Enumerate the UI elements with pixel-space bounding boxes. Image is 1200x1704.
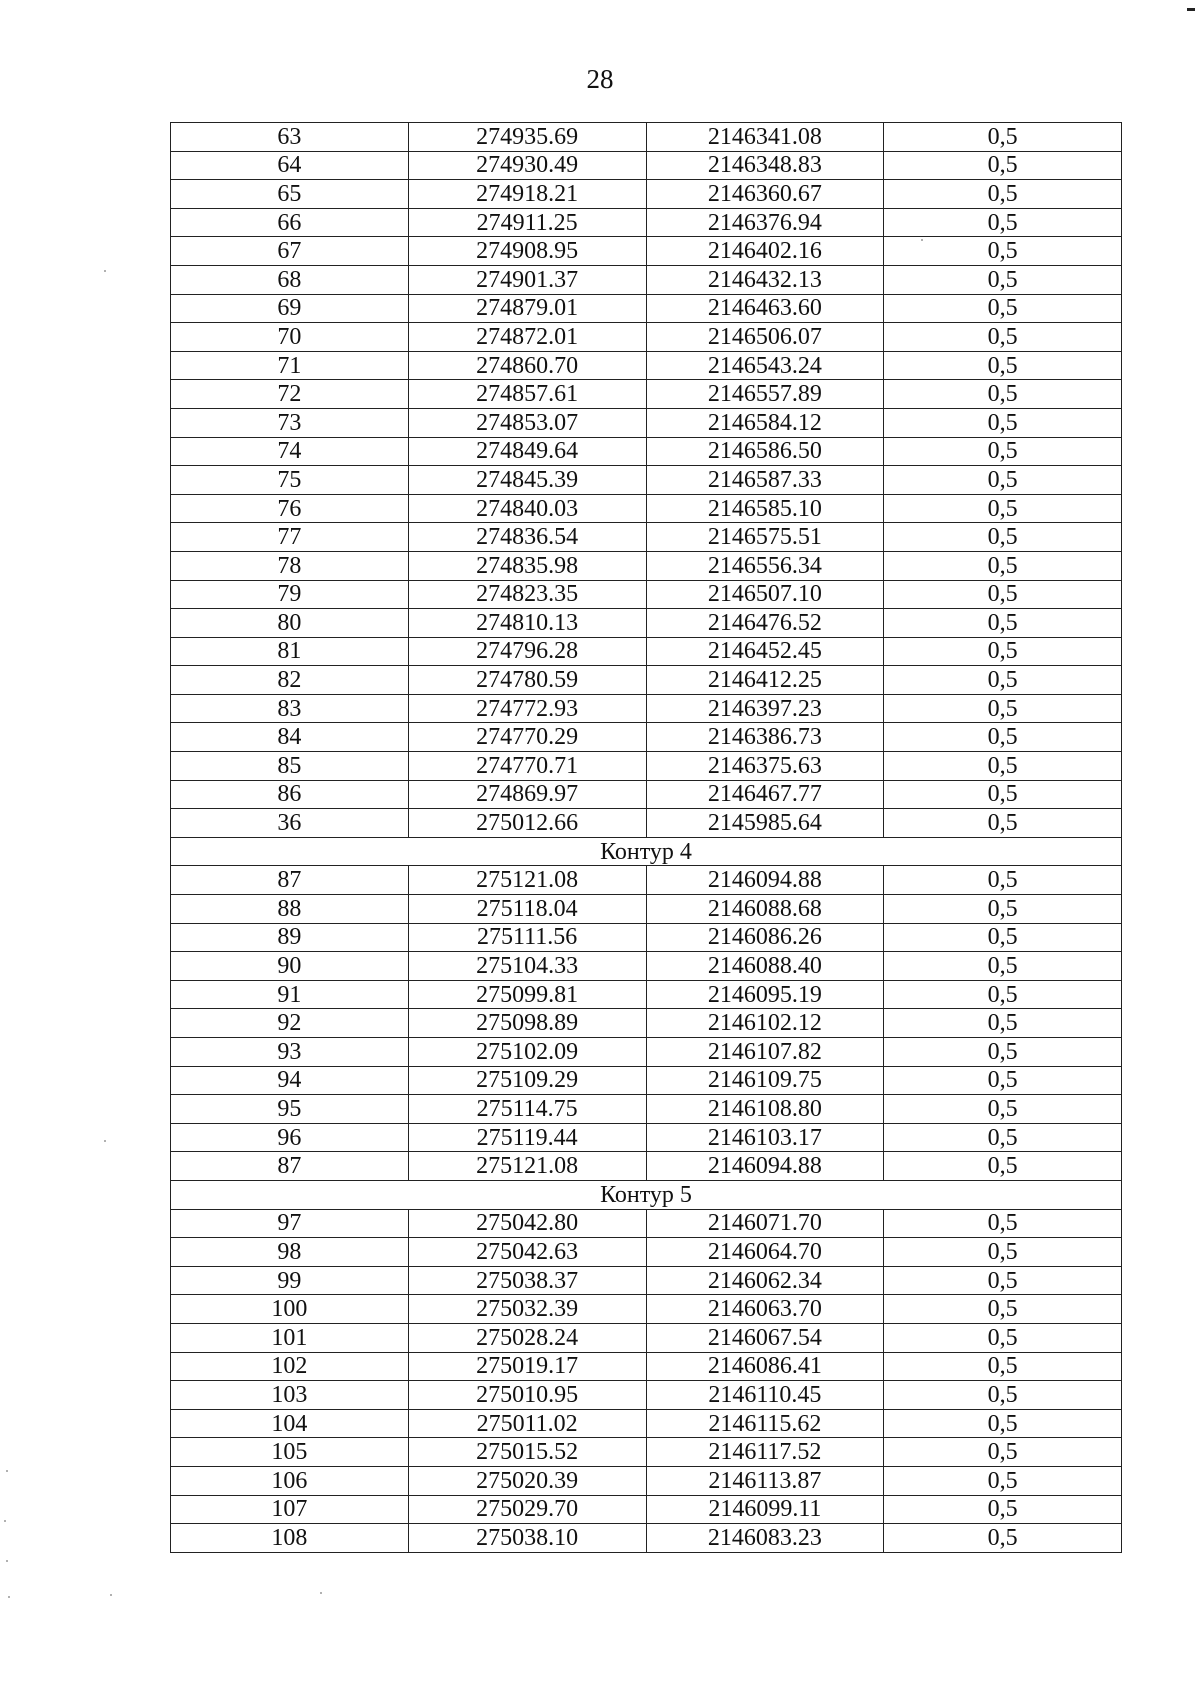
table-row [171, 1038, 1122, 1067]
point-number-cell: 87 [171, 1152, 409, 1181]
x-coordinate-cell: 275118.04 [408, 895, 646, 924]
table-row [171, 294, 1122, 323]
x-coordinate-cell: 275032.39 [408, 1295, 646, 1324]
x-coordinate-cell: 274930.49 [408, 151, 646, 180]
x-coordinate-cell: 274853.07 [408, 408, 646, 437]
y-coordinate-cell: 2146086.26 [646, 923, 884, 952]
accuracy-cell: 0,5 [884, 1095, 1122, 1124]
y-coordinate-cell: 2146088.40 [646, 952, 884, 981]
x-coordinate-cell: 274796.28 [408, 637, 646, 666]
point-number-cell: 101 [171, 1323, 409, 1352]
x-coordinate-cell: 274835.98 [408, 551, 646, 580]
accuracy-cell: 0,5 [884, 809, 1122, 838]
table-row [171, 1409, 1122, 1438]
accuracy-cell: 0,5 [884, 866, 1122, 895]
point-number-cell: 108 [171, 1524, 409, 1553]
accuracy-cell: 0,5 [884, 180, 1122, 209]
table-row [171, 523, 1122, 552]
point-number-cell: 75 [171, 466, 409, 495]
x-coordinate-cell: 275121.08 [408, 866, 646, 895]
contour-header-row [171, 837, 1122, 866]
x-coordinate-cell: 275038.37 [408, 1266, 646, 1295]
point-number-cell: 79 [171, 580, 409, 609]
x-coordinate-cell: 274901.37 [408, 265, 646, 294]
x-coordinate-cell: 274845.39 [408, 466, 646, 495]
y-coordinate-cell: 2146476.52 [646, 609, 884, 638]
table-row [171, 380, 1122, 409]
x-coordinate-cell: 274770.71 [408, 752, 646, 781]
y-coordinate-cell: 2146113.87 [646, 1466, 884, 1495]
x-coordinate-cell: 274772.93 [408, 694, 646, 723]
x-coordinate-cell: 275015.52 [408, 1438, 646, 1467]
table-row [171, 1352, 1122, 1381]
point-number-cell: 84 [171, 723, 409, 752]
point-number-cell: 102 [171, 1352, 409, 1381]
point-number-cell: 80 [171, 609, 409, 638]
table-row [171, 780, 1122, 809]
point-number-cell: 105 [171, 1438, 409, 1467]
y-coordinate-cell: 2146115.62 [646, 1409, 884, 1438]
x-coordinate-cell: 275010.95 [408, 1381, 646, 1410]
accuracy-cell: 0,5 [884, 666, 1122, 695]
x-coordinate-cell: 275029.70 [408, 1495, 646, 1524]
point-number-cell: 93 [171, 1038, 409, 1067]
table-row [171, 923, 1122, 952]
y-coordinate-cell: 2146088.68 [646, 895, 884, 924]
accuracy-cell: 0,5 [884, 1466, 1122, 1495]
accuracy-cell: 0,5 [884, 723, 1122, 752]
y-coordinate-cell: 2146556.34 [646, 551, 884, 580]
point-number-cell: 106 [171, 1466, 409, 1495]
table-row [171, 637, 1122, 666]
accuracy-cell: 0,5 [884, 1352, 1122, 1381]
table-row [171, 1323, 1122, 1352]
point-number-cell: 77 [171, 523, 409, 552]
accuracy-cell: 0,5 [884, 351, 1122, 380]
point-number-cell: 65 [171, 180, 409, 209]
x-coordinate-cell: 274908.95 [408, 237, 646, 266]
point-number-cell: 96 [171, 1123, 409, 1152]
y-coordinate-cell: 2146360.67 [646, 180, 884, 209]
accuracy-cell: 0,5 [884, 208, 1122, 237]
scan-corner-mark [1187, 8, 1195, 11]
accuracy-cell: 0,5 [884, 237, 1122, 266]
x-coordinate-cell: 275019.17 [408, 1352, 646, 1381]
x-coordinate-cell: 275114.75 [408, 1095, 646, 1124]
accuracy-cell: 0,5 [884, 637, 1122, 666]
point-number-cell: 89 [171, 923, 409, 952]
coordinates-table-body [171, 123, 1122, 1553]
x-coordinate-cell: 274770.29 [408, 723, 646, 752]
point-number-cell: 91 [171, 980, 409, 1009]
accuracy-cell: 0,5 [884, 466, 1122, 495]
accuracy-cell: 0,5 [884, 1524, 1122, 1553]
y-coordinate-cell: 2146110.45 [646, 1381, 884, 1410]
table-row [171, 551, 1122, 580]
point-number-cell: 100 [171, 1295, 409, 1324]
x-coordinate-cell: 274879.01 [408, 294, 646, 323]
y-coordinate-cell: 2146109.75 [646, 1066, 884, 1095]
y-coordinate-cell: 2146348.83 [646, 151, 884, 180]
table-row [171, 437, 1122, 466]
x-coordinate-cell: 275011.02 [408, 1409, 646, 1438]
x-coordinate-cell: 274810.13 [408, 609, 646, 638]
point-number-cell: 92 [171, 1009, 409, 1038]
accuracy-cell: 0,5 [884, 1238, 1122, 1267]
table-row [171, 494, 1122, 523]
y-coordinate-cell: 2146586.50 [646, 437, 884, 466]
table-row [171, 1009, 1122, 1038]
x-coordinate-cell: 275028.24 [408, 1323, 646, 1352]
point-number-cell: 69 [171, 294, 409, 323]
x-coordinate-cell: 274836.54 [408, 523, 646, 552]
y-coordinate-cell: 2146107.82 [646, 1038, 884, 1067]
point-number-cell: 86 [171, 780, 409, 809]
table-row [171, 1266, 1122, 1295]
table-row [171, 123, 1122, 152]
x-coordinate-cell: 275012.66 [408, 809, 646, 838]
table-row [171, 580, 1122, 609]
point-number-cell: 73 [171, 408, 409, 437]
x-coordinate-cell: 274857.61 [408, 380, 646, 409]
y-coordinate-cell: 2146086.41 [646, 1352, 884, 1381]
x-coordinate-cell: 274869.97 [408, 780, 646, 809]
accuracy-cell: 0,5 [884, 1438, 1122, 1467]
table-row [171, 151, 1122, 180]
table-row [171, 1466, 1122, 1495]
point-number-cell: 99 [171, 1266, 409, 1295]
x-coordinate-cell: 274823.35 [408, 580, 646, 609]
y-coordinate-cell: 2146063.70 [646, 1295, 884, 1324]
point-number-cell: 87 [171, 866, 409, 895]
table-row [171, 408, 1122, 437]
accuracy-cell: 0,5 [884, 1066, 1122, 1095]
point-number-cell: 103 [171, 1381, 409, 1410]
table-row [171, 866, 1122, 895]
table-row [171, 1238, 1122, 1267]
point-number-cell: 72 [171, 380, 409, 409]
x-coordinate-cell: 274860.70 [408, 351, 646, 380]
x-coordinate-cell: 274935.69 [408, 123, 646, 152]
x-coordinate-cell: 274780.59 [408, 666, 646, 695]
table-row [171, 723, 1122, 752]
x-coordinate-cell: 275038.10 [408, 1524, 646, 1553]
y-coordinate-cell: 2146467.77 [646, 780, 884, 809]
y-coordinate-cell: 2146584.12 [646, 408, 884, 437]
accuracy-cell: 0,5 [884, 580, 1122, 609]
table-row [171, 237, 1122, 266]
accuracy-cell: 0,5 [884, 1323, 1122, 1352]
table-row [171, 466, 1122, 495]
table-row [171, 752, 1122, 781]
table-row [171, 265, 1122, 294]
point-number-cell: 82 [171, 666, 409, 695]
table-row [171, 1438, 1122, 1467]
table-row [171, 351, 1122, 380]
y-coordinate-cell: 2146587.33 [646, 466, 884, 495]
coordinates-table [170, 122, 1122, 1553]
x-coordinate-cell: 275104.33 [408, 952, 646, 981]
table-row [171, 1295, 1122, 1324]
x-coordinate-cell: 275119.44 [408, 1123, 646, 1152]
accuracy-cell: 0,5 [884, 694, 1122, 723]
table-row [171, 180, 1122, 209]
y-coordinate-cell: 2146463.60 [646, 294, 884, 323]
point-number-cell: 70 [171, 323, 409, 352]
point-number-cell: 67 [171, 237, 409, 266]
accuracy-cell: 0,5 [884, 609, 1122, 638]
y-coordinate-cell: 2146108.80 [646, 1095, 884, 1124]
y-coordinate-cell: 2146095.19 [646, 980, 884, 1009]
accuracy-cell: 0,5 [884, 1495, 1122, 1524]
accuracy-cell: 0,5 [884, 523, 1122, 552]
accuracy-cell: 0,5 [884, 923, 1122, 952]
contour-label: Контур 5 [171, 1180, 1122, 1209]
accuracy-cell: 0,5 [884, 294, 1122, 323]
contour-header-row [171, 1180, 1122, 1209]
accuracy-cell: 0,5 [884, 151, 1122, 180]
accuracy-cell: 0,5 [884, 1295, 1122, 1324]
y-coordinate-cell: 2146543.24 [646, 351, 884, 380]
point-number-cell: 66 [171, 208, 409, 237]
point-number-cell: 36 [171, 809, 409, 838]
accuracy-cell: 0,5 [884, 1009, 1122, 1038]
point-number-cell: 71 [171, 351, 409, 380]
table-row [171, 1152, 1122, 1181]
accuracy-cell: 0,5 [884, 265, 1122, 294]
table-row [171, 1095, 1122, 1124]
x-coordinate-cell: 275121.08 [408, 1152, 646, 1181]
point-number-cell: 83 [171, 694, 409, 723]
table-row [171, 666, 1122, 695]
point-number-cell: 90 [171, 952, 409, 981]
accuracy-cell: 0,5 [884, 408, 1122, 437]
x-coordinate-cell: 275020.39 [408, 1466, 646, 1495]
point-number-cell: 85 [171, 752, 409, 781]
y-coordinate-cell: 2146432.13 [646, 265, 884, 294]
table-row [171, 1066, 1122, 1095]
accuracy-cell: 0,5 [884, 1381, 1122, 1410]
y-coordinate-cell: 2146102.12 [646, 1009, 884, 1038]
point-number-cell: 76 [171, 494, 409, 523]
x-coordinate-cell: 275102.09 [408, 1038, 646, 1067]
y-coordinate-cell: 2146412.25 [646, 666, 884, 695]
y-coordinate-cell: 2146375.63 [646, 752, 884, 781]
table-row [171, 895, 1122, 924]
x-coordinate-cell: 274918.21 [408, 180, 646, 209]
accuracy-cell: 0,5 [884, 980, 1122, 1009]
x-coordinate-cell: 275099.81 [408, 980, 646, 1009]
y-coordinate-cell: 2146099.11 [646, 1495, 884, 1524]
page-number: 28 [586, 64, 614, 94]
x-coordinate-cell: 275042.63 [408, 1238, 646, 1267]
accuracy-cell: 0,5 [884, 895, 1122, 924]
y-coordinate-cell: 2146103.17 [646, 1123, 884, 1152]
y-coordinate-cell: 2145985.64 [646, 809, 884, 838]
x-coordinate-cell: 275111.56 [408, 923, 646, 952]
accuracy-cell: 0,5 [884, 1409, 1122, 1438]
y-coordinate-cell: 2146094.88 [646, 1152, 884, 1181]
x-coordinate-cell: 274840.03 [408, 494, 646, 523]
accuracy-cell: 0,5 [884, 952, 1122, 981]
point-number-cell: 74 [171, 437, 409, 466]
table-row [171, 1209, 1122, 1238]
table-row [171, 208, 1122, 237]
y-coordinate-cell: 2146507.10 [646, 580, 884, 609]
y-coordinate-cell: 2146452.45 [646, 637, 884, 666]
y-coordinate-cell: 2146064.70 [646, 1238, 884, 1267]
y-coordinate-cell: 2146083.23 [646, 1524, 884, 1553]
point-number-cell: 78 [171, 551, 409, 580]
accuracy-cell: 0,5 [884, 551, 1122, 580]
table-row [171, 952, 1122, 981]
table-row [171, 1123, 1122, 1152]
y-coordinate-cell: 2146062.34 [646, 1266, 884, 1295]
point-number-cell: 104 [171, 1409, 409, 1438]
y-coordinate-cell: 2146575.51 [646, 523, 884, 552]
point-number-cell: 63 [171, 123, 409, 152]
y-coordinate-cell: 2146402.16 [646, 237, 884, 266]
accuracy-cell: 0,5 [884, 780, 1122, 809]
x-coordinate-cell: 274911.25 [408, 208, 646, 237]
y-coordinate-cell: 2146117.52 [646, 1438, 884, 1467]
point-number-cell: 88 [171, 895, 409, 924]
x-coordinate-cell: 275042.80 [408, 1209, 646, 1238]
table-row [171, 1381, 1122, 1410]
y-coordinate-cell: 2146386.73 [646, 723, 884, 752]
accuracy-cell: 0,5 [884, 1038, 1122, 1067]
x-coordinate-cell: 274872.01 [408, 323, 646, 352]
accuracy-cell: 0,5 [884, 380, 1122, 409]
point-number-cell: 97 [171, 1209, 409, 1238]
point-number-cell: 64 [171, 151, 409, 180]
accuracy-cell: 0,5 [884, 323, 1122, 352]
accuracy-cell: 0,5 [884, 123, 1122, 152]
y-coordinate-cell: 2146094.88 [646, 866, 884, 895]
y-coordinate-cell: 2146585.10 [646, 494, 884, 523]
point-number-cell: 95 [171, 1095, 409, 1124]
x-coordinate-cell: 275098.89 [408, 1009, 646, 1038]
y-coordinate-cell: 2146397.23 [646, 694, 884, 723]
accuracy-cell: 0,5 [884, 1152, 1122, 1181]
point-number-cell: 94 [171, 1066, 409, 1095]
accuracy-cell: 0,5 [884, 494, 1122, 523]
contour-label: Контур 4 [171, 837, 1122, 866]
accuracy-cell: 0,5 [884, 752, 1122, 781]
table-row [171, 609, 1122, 638]
point-number-cell: 81 [171, 637, 409, 666]
table-row [171, 980, 1122, 1009]
y-coordinate-cell: 2146071.70 [646, 1209, 884, 1238]
x-coordinate-cell: 274849.64 [408, 437, 646, 466]
point-number-cell: 107 [171, 1495, 409, 1524]
point-number-cell: 68 [171, 265, 409, 294]
accuracy-cell: 0,5 [884, 1123, 1122, 1152]
x-coordinate-cell: 275109.29 [408, 1066, 646, 1095]
accuracy-cell: 0,5 [884, 1209, 1122, 1238]
table-row [171, 809, 1122, 838]
accuracy-cell: 0,5 [884, 1266, 1122, 1295]
y-coordinate-cell: 2146067.54 [646, 1323, 884, 1352]
y-coordinate-cell: 2146557.89 [646, 380, 884, 409]
y-coordinate-cell: 2146506.07 [646, 323, 884, 352]
table-row [171, 1524, 1122, 1553]
table-row [171, 694, 1122, 723]
accuracy-cell: 0,5 [884, 437, 1122, 466]
table-row [171, 1495, 1122, 1524]
table-row [171, 323, 1122, 352]
y-coordinate-cell: 2146341.08 [646, 123, 884, 152]
y-coordinate-cell: 2146376.94 [646, 208, 884, 237]
point-number-cell: 98 [171, 1238, 409, 1267]
